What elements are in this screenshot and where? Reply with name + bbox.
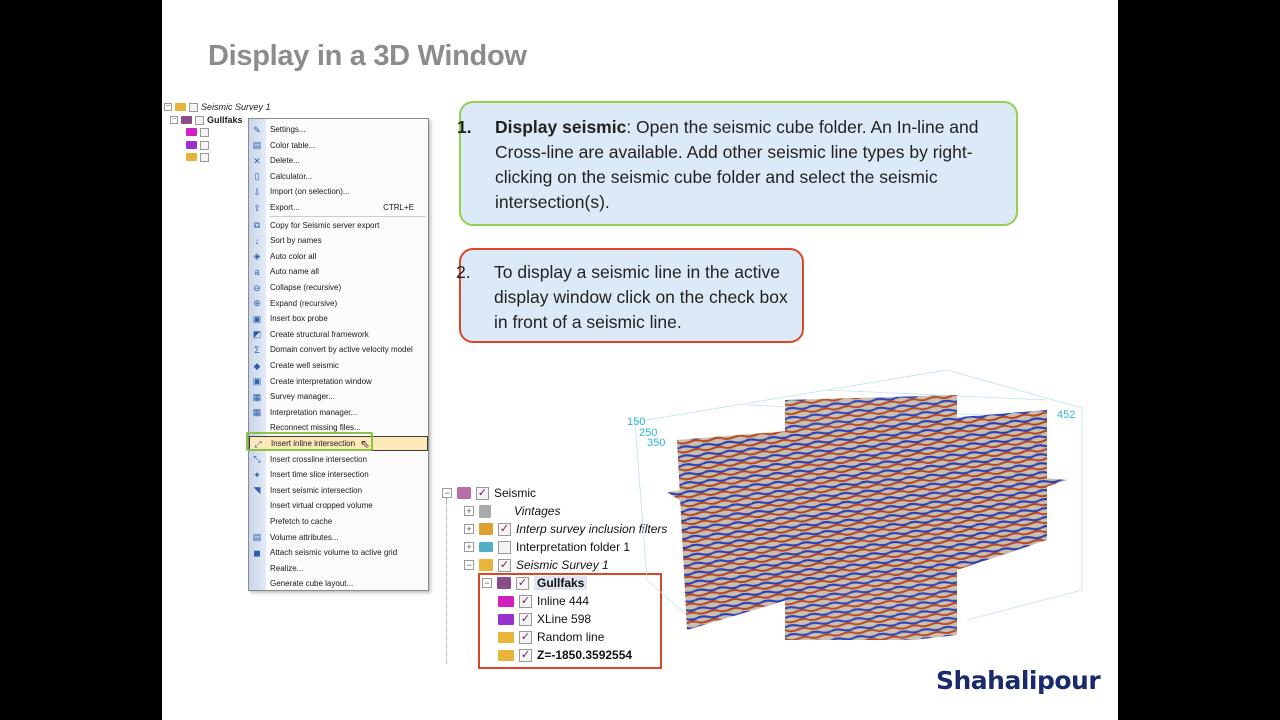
menu-item-label: Insert box probe [270, 314, 328, 324]
delete-icon: ✕ [253, 155, 261, 166]
seismic-icon [457, 487, 471, 499]
color-table-icon: ▤ [252, 140, 262, 151]
callout-check-box [456, 248, 804, 343]
checkbox[interactable]: ✓ [517, 576, 528, 589]
menu-item-label: Insert time slice intersection [270, 470, 369, 480]
inline-icon [186, 128, 197, 136]
vintages-icon [479, 505, 491, 518]
axis-label: 350 [647, 437, 666, 449]
axis-label: 452 [1057, 409, 1076, 421]
menu-item-label: Insert crossline intersection [270, 454, 367, 464]
callout-text: : Open the seismic cube folder. An In-line and Cross-line are available. Add other seismic line types by right-clicking on the seismic cube folder and select the seismic intersection(s). [495, 117, 979, 212]
menu-item[interactable] [249, 561, 428, 576]
survey-folder-icon [479, 559, 493, 571]
checkbox[interactable] [200, 141, 209, 150]
menu-item-label: Insert virtual cropped volume [270, 501, 373, 511]
menu-item-label: Sort by names [270, 236, 322, 246]
menu-item[interactable] [249, 498, 428, 513]
highlight-frame [246, 432, 373, 451]
axis-label: 150 [627, 416, 646, 428]
tree-item-gullfaks[interactable]: Gullfaks [534, 576, 587, 590]
inline-icon: ⤢ [254, 438, 262, 449]
menu-item[interactable] [249, 530, 428, 545]
menu-item-label: Delete... [270, 156, 300, 166]
menu-separator [269, 216, 426, 217]
attach-icon: ◼ [253, 547, 261, 558]
collapse-icon: ⊖ [253, 282, 261, 293]
callout-display-seismic [459, 101, 1018, 226]
box-probe-icon: ▣ [252, 313, 262, 324]
callout-number: 1. [457, 117, 472, 137]
menu-item[interactable] [249, 218, 428, 233]
well-seismic-icon: ◆ [253, 360, 261, 371]
checkbox[interactable]: ✓ [520, 612, 531, 625]
interpretation-window-icon: ▣ [252, 376, 262, 387]
tree-item-filters[interactable]: Interp survey inclusion filters [516, 522, 668, 536]
menu-item-label: Domain convert by active velocity model [270, 345, 413, 355]
collapse-toggle[interactable]: − [482, 578, 492, 588]
tree-item-survey[interactable]: Seismic Survey 1 [201, 102, 271, 112]
menu-item-label: Collapse (recursive) [270, 283, 342, 292]
checkbox[interactable] [195, 116, 204, 125]
tree-item-survey[interactable]: Seismic Survey 1 [516, 558, 609, 572]
cube-icon [181, 116, 192, 124]
menu-item[interactable] [249, 452, 428, 467]
copy-icon: ⧉ [253, 220, 261, 231]
menu-item[interactable] [249, 358, 428, 373]
auto-color-icon: ◈ [253, 251, 261, 262]
menu-item[interactable] [249, 280, 428, 295]
checkbox[interactable]: ✓ [520, 648, 531, 661]
import-icon: ⇩ [253, 186, 261, 197]
menu-item[interactable] [249, 467, 428, 482]
survey-folder-icon [175, 103, 186, 111]
time-slice-icon: ✦ [253, 469, 261, 480]
brand-logo: Shahalipour [936, 666, 1101, 695]
tree-item-z-slice[interactable]: Z=-1850.3592554 [537, 648, 633, 662]
seismic-intersection-icon: ◥ [253, 485, 261, 496]
menu-item[interactable] [249, 311, 428, 326]
menu-item-label: Settings... [270, 125, 306, 134]
menu-item-label: Create well seismic [270, 361, 339, 370]
menu-item-label: Prefetch to cache [270, 517, 333, 526]
tree-item-random-line[interactable]: Random line [537, 630, 605, 644]
volume-attributes-icon: ▤ [252, 532, 262, 543]
menu-item[interactable] [249, 389, 428, 404]
slide-title: Display in a 3D Window [208, 40, 527, 72]
slide [162, 0, 1118, 720]
menu-item-label: Create structural framework [270, 329, 369, 339]
checkbox[interactable]: ✓ [477, 486, 488, 499]
expand-toggle[interactable]: + [464, 524, 474, 534]
menu-item-label: Insert inline intersection [271, 439, 356, 448]
interpretation-manager-icon: ▦ [252, 407, 262, 418]
menu-item-label: Insert seismic intersection [270, 485, 363, 495]
tree-item-inline[interactable]: Inline 444 [537, 594, 590, 608]
menu-item-label: Volume attributes... [270, 532, 339, 542]
menu-item[interactable] [249, 374, 428, 389]
menu-item-label: Realize... [270, 563, 304, 573]
menu-item[interactable] [249, 249, 428, 264]
filter-icon [479, 523, 493, 535]
collapse-toggle[interactable]: − [442, 488, 452, 498]
menu-item[interactable] [249, 264, 428, 279]
menu-item-label: Auto color all [270, 251, 317, 261]
collapse-toggle[interactable]: − [464, 560, 474, 570]
menu-item-label: Copy for Seismic server export [270, 220, 380, 230]
menu-item[interactable] [249, 483, 428, 498]
mouse-cursor-icon: ⇖ [360, 436, 371, 451]
menu-shortcut: CTRL+E [383, 203, 414, 212]
tree-item-xline[interactable]: XLine 598 [537, 612, 592, 626]
callout-number: 2. [456, 262, 471, 282]
checkbox[interactable] [189, 103, 198, 112]
domain-convert-icon: Σ [254, 344, 260, 355]
menu-item-label: Survey manager... [270, 392, 335, 402]
calculator-icon: ▯ [254, 171, 260, 182]
menu-item[interactable] [249, 576, 428, 591]
expand-toggle[interactable]: + [464, 506, 474, 516]
menu-item-label: Generate cube layout... [270, 579, 354, 589]
checkbox[interactable]: ✓ [499, 558, 510, 571]
menu-item-label: Export... [270, 203, 300, 212]
checkbox[interactable]: ✓ [520, 630, 531, 643]
tree-item-cube[interactable]: Gullfaks [207, 115, 243, 125]
menu-item[interactable] [249, 405, 428, 420]
tree-item-interpretation-folder[interactable]: Interpretation folder 1 [516, 540, 631, 554]
menu-item-label: Create interpretation window [270, 376, 372, 386]
menu-item-label: Expand (recursive) [270, 298, 338, 308]
crossline-icon: ⤡ [253, 454, 261, 465]
menu-item[interactable] [249, 514, 428, 529]
survey-manager-icon: ▦ [252, 391, 262, 402]
menu-item[interactable] [249, 200, 428, 215]
menu-item-label: Import (on selection)... [270, 187, 350, 197]
collapse-toggle[interactable]: − [171, 116, 177, 123]
checkbox[interactable]: ✓ [499, 522, 510, 535]
menu-item[interactable] [249, 327, 428, 342]
context-menu [248, 118, 429, 591]
menu-item-label: Auto name all [270, 267, 319, 277]
menu-item[interactable] [249, 138, 428, 153]
export-icon: ⇧ [253, 202, 261, 213]
menu-item[interactable] [249, 169, 428, 184]
checkbox[interactable] [200, 128, 209, 137]
menu-item-label: Reconnect missing files... [270, 423, 361, 433]
axis-label: 250 [639, 427, 658, 439]
callout-heading: Display seismic [495, 117, 627, 137]
settings-icon: ✎ [253, 124, 261, 135]
folder-icon [186, 153, 197, 161]
menu-item[interactable] [249, 296, 428, 311]
menu-item[interactable] [249, 153, 428, 168]
menu-item[interactable] [249, 342, 428, 357]
auto-name-icon: a [254, 266, 260, 277]
menu-item[interactable] [249, 545, 428, 560]
checkbox[interactable] [498, 541, 511, 554]
callout-text: To display a seismic line in the active display window click on the check box in front of a seismic line. [494, 262, 788, 332]
menu-item-label: Attach seismic volume to active grid [270, 548, 398, 558]
menu-item[interactable] [249, 184, 428, 199]
sort-icon: ↓ [254, 235, 260, 246]
checkbox[interactable]: ✓ [520, 594, 531, 607]
menu-item-label: Color table... [270, 140, 316, 150]
menu-item[interactable] [249, 233, 428, 248]
checkbox[interactable] [200, 153, 209, 162]
expand-icon: ⊕ [253, 298, 261, 309]
seismic-3d-view[interactable] [627, 370, 1087, 640]
framework-icon: ◩ [252, 329, 262, 340]
tree-item-seismic[interactable]: Seismic [494, 486, 537, 500]
tree-item-vintages[interactable]: Vintages [514, 504, 561, 518]
menu-item[interactable] [249, 122, 428, 137]
menu-item-label: Interpretation manager... [270, 407, 358, 417]
menu-item-label: Calculator... [270, 171, 313, 181]
interpretation-folder-icon [479, 542, 493, 552]
collapse-toggle[interactable]: − [165, 103, 171, 110]
expand-toggle[interactable]: + [464, 542, 474, 552]
xline-icon [186, 141, 197, 149]
